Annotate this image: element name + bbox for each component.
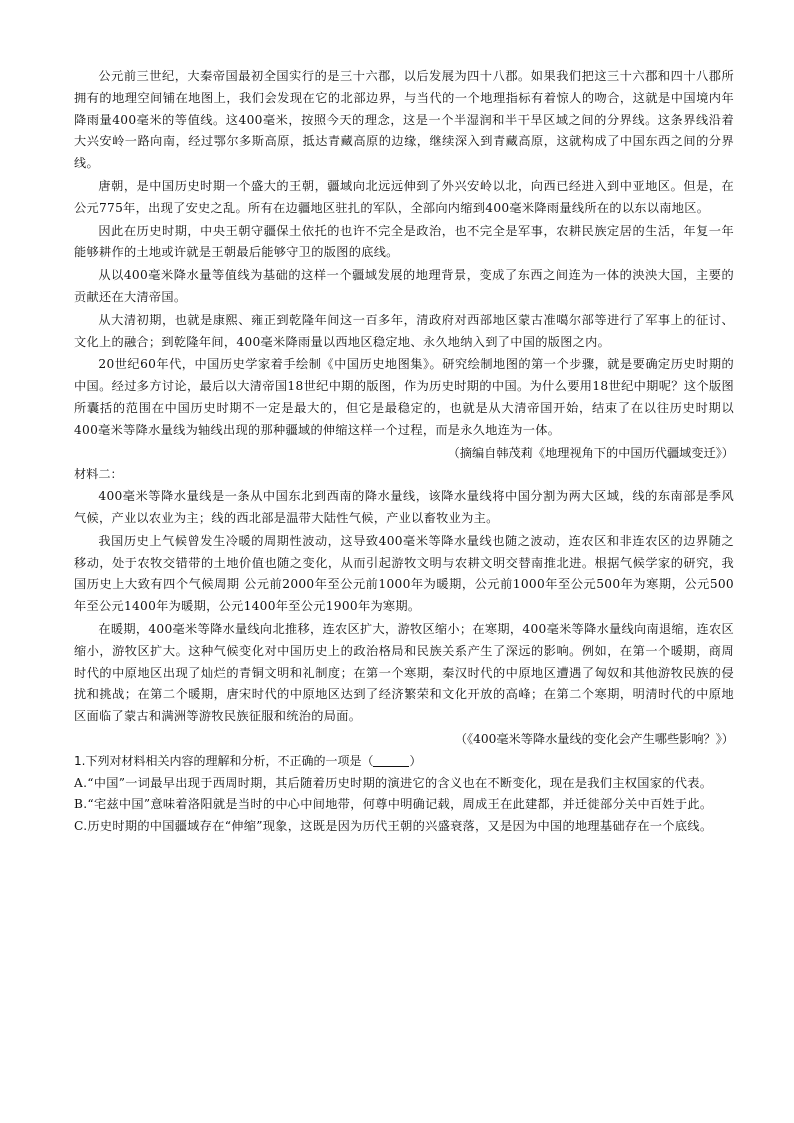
- question-stem: [74, 751, 734, 773]
- paragraph: 我国历史上气候曾发生冷暖的周期性波动，这导致400毫米等降水量线也随之波动，连农区和非连农区的边界随之移动，处于农牧交错带的土地价值也随之变化，从而引起游牧文明与农耕文明交替南推北进。根据气候学家的研究，我国历史上大致有四个气候周期 公元前2000年至公元前1000年为暖期，公元前1000年至公元500年为寒期，公元500年至公元1400年为暖期，公元1400年至公元1900年为寒期。: [74, 533, 734, 614]
- material-two: [74, 464, 734, 750]
- question-stem-text: 1.下列对材料相关内容的理解和分析，不正确的一项是（: [74, 753, 374, 768]
- paragraph: 在暖期，400毫米等降水量线向北推移，连农区扩大，游牧区缩小；在寒期，400毫米等降水量线向南退缩，连农区缩小，游牧区扩大。这种气候变化对中国历史上的政治格局和民族关系产生了深远的影响。例如，在第一个暖期，商周时代的中原地区出现了灿烂的青铜文明和礼制度；在第一个寒期，秦汉时代的中原地区遭遇了匈奴和其他游牧民族的侵扰和挑战；在第二个暖期，唐宋时代的中原地区达到了经济繁荣和文化开放的高峰；在第二个寒期，明清时代的中原地区面临了蒙古和满洲等游牧民族征服和统治的局面。: [74, 621, 734, 724]
- material-one: [74, 66, 734, 464]
- paragraph: 从以400毫米降水量等值线为基础的这样一个疆域发展的地理背景，变成了东西之间连为一体的泱泱大国，主要的贡献还在大清帝国。: [74, 268, 734, 304]
- answer-blank[interactable]: [373, 754, 409, 767]
- option-a: A.“中国”一词最早出现于西周时期，其后随着历史时期的演进它的含义也在不断变化，现在是我们主权国家的代表。: [74, 775, 713, 790]
- source-citation: （《400毫米等降水量线的变化会产生哪些影响？》）: [454, 731, 734, 746]
- document-page: [74, 66, 734, 838]
- paragraph: 400毫米等降水量线是一条从中国东北到西南的降水量线，该降水量线将中国分割为两大区域，线的东南部是季风气候，产业以农业为主；线的西北部是温带大陆性气候，产业以畜牧业为主。: [74, 489, 734, 525]
- question-one: [74, 751, 734, 838]
- option-b: B.“宅兹中国”意味着洛阳就是当时的中心中间地带，何尊中明确记载，周成王在此建都，并迁徙部分关中百姓于此。: [74, 797, 713, 812]
- question-stem-close: ）: [409, 753, 422, 768]
- paragraph: 公元前三世纪，大秦帝国最初全国实行的是三十六郡，以后发展为四十八郡。如果我们把这三十六郡和四十八郡所拥有的地理空间铺在地图上，我们会发现在它的北部边界，与当代的一个地理指标有着惊人的吻合，这就是中国境内年降雨量400毫米的等值线。这400毫米，按照今天的理念，这是一个半湿润和半干旱区域之间的分界线。这条界线沿着大兴安岭一路向南，经过鄂尔多斯高原，抵达青藏高原的边缘，继续深入到青藏高原，这就构成了中国东西之间的分界线。: [74, 69, 734, 171]
- paragraph: 因此在历史时期，中央王朝守疆保土依托的也许不完全是政治，也不完全是军事，农耕民族定居的生活，年复一年能够耕作的土地或许就是王朝最后能够守卫的版图的底线。: [74, 223, 734, 260]
- paragraph: 唐朝，是中国历史时期一个盛大的王朝，疆域向北远远伸到了外兴安岭以北，向西已经进入到中亚地区。但是，在公元775年，出现了安史之乱。所有在边疆地区驻扎的军队，全部向内缩到400毫米降雨量线所在的以东以南地区。: [74, 178, 734, 215]
- section-label: 材料二：: [74, 467, 123, 482]
- paragraph: 20世纪60年代，中国历史学家着手绘制《中国历史地图集》。研究绘制地图的第一个步骤，就是要确定历史时期的中国。经过多方讨论，最后以大清帝国18世纪中期的版图，作为历史时期的中国。为什么要用18世纪中期呢？这个版图所囊括的范围在中国历史时期不一定是最大的，但它是最稳定的，也就是从大清帝国开始，结束了在以往历史时期以400毫米等降水量线为轴线出现的那种疆域的伸缩这样一个过程，而是永久地连为一体。: [74, 357, 734, 437]
- paragraph: 从大清初期，也就是康熙、雍正到乾隆年间这一百多年，清政府对西部地区蒙古准噶尔部等进行了军事上的征讨、文化上的融合；到乾隆年间，400毫米降雨量以西地区稳定地、永久地纳入到了中国的版图之内。: [74, 312, 734, 349]
- source-citation: （摘编自韩茂莉《地理视角下的中国历代疆域变迁》）: [447, 445, 734, 460]
- option-c: C.历史时期的中国疆域存在“伸缩”现象，这既是因为历代王朝的兴盛衰落，又是因为中国的地理基础存在一个底线。: [74, 819, 713, 834]
